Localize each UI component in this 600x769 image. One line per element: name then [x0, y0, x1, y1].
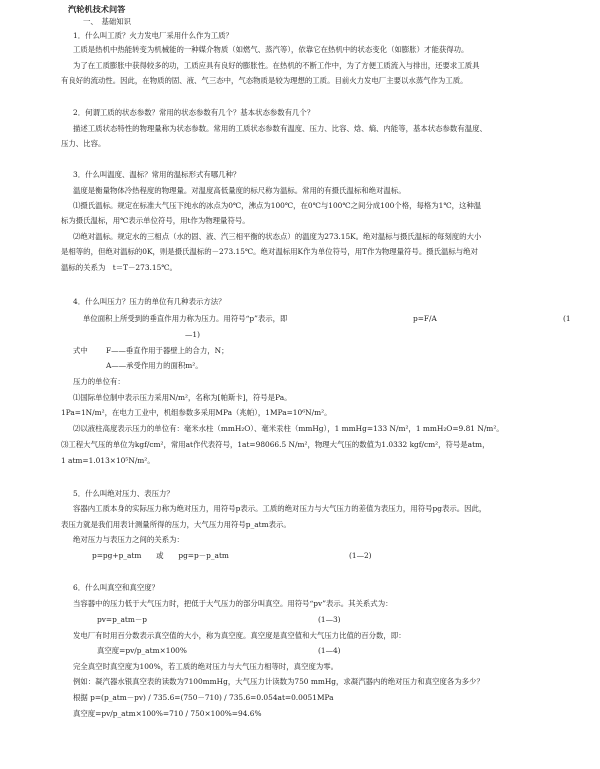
units-intro: 压力的单位有： — [73, 377, 125, 386]
q5-paragraph-1b: 表压力就是我们用表计测量所得的压力，大气压力用符号p_atm表示。 — [61, 520, 291, 529]
f-definition: F——垂直作用于器壁上的合力，N； — [106, 346, 229, 355]
q1-paragraph-2a: 为了在工质膨胀中获得较多的功，工质应具有良好的膨胀性。在热机的不断工作中，为了方便工质流入与排出，还要求工质具 — [73, 61, 480, 70]
q2-paragraph-1b: 压力、比容。 — [61, 139, 106, 148]
pressure-formula: p=F/A — [413, 314, 437, 323]
q5-equation-number: (1—2) — [349, 551, 372, 560]
q3-paragraph-2b: 标为摄氏温标，用℃表示单位符号，用t作为物理量符号。 — [61, 216, 250, 225]
q6-solution-1: 根据 p=(p_atm－pv) / 735.6=(750－710) / 735.6=0.054at=0.0051MPa — [73, 693, 334, 702]
question-6: 6．什么叫真空和真空度？ — [73, 583, 160, 592]
q3-paragraph-3b: 是相等的，但绝对温标的0K，则是摄氏温标的－273.15℃。绝对温标用K作为单位符号，用T作为物理量符号。摄氏温标与绝对 — [61, 247, 478, 256]
unit-item-3a: ⑶工程大气压的单位为kgf/cm²，常用at作代表符号，1at=98066.5 N/m²，物理大气压的数值为1.0332 kgf/cm²，符号是atm， — [61, 440, 490, 449]
q5-formula: p=pg+p_atm 或 pg=p－p_atm — [92, 551, 229, 560]
q6-paragraph-2: 发电厂有时用百分数表示真空值的大小，称为真空度。真空度是真空值和大气压力比值的百分数，即： — [73, 631, 406, 640]
unit-item-3b: 1 atm=1.013×10⁵N/m²。 — [61, 456, 155, 465]
question-4: 4．什么叫压力？压力的单位有几种表示方法？ — [73, 297, 226, 306]
q1-paragraph-2b: 有良好的流动性。因此，在物质的固、液、气三态中，气态物质是较为理想的工质。目前火力发电厂主要以水蒸气作为工质。 — [61, 76, 468, 85]
q5-paragraph-1a: 容器内工质本身的实际压力称为绝对压力，用符号p表示。工质的绝对压力与大气压力的差值为表压力，用符号pg表示。因此， — [73, 504, 487, 513]
q2-paragraph-1a: 描述工质状态特性的物理量称为状态参数。常用的工质状态参数有温度、压力、比容、焓、熵、内能等，基本状态参数有温度、 — [73, 124, 487, 133]
q3-paragraph-3a: ⑵绝对温标。规定水的三相点（水的固、液、汽三相平衡的状态点）的温度为273.15K。绝对温标与摄氏温标的每刻度的大小 — [73, 232, 482, 241]
q3-paragraph-1: 温度是衡量物体冷热程度的物理量。对温度高低量度的标尺称为温标。常用的有摄氏温标和绝对温标。 — [73, 186, 406, 195]
equation-number-open: (1 — [563, 314, 571, 323]
unit-item-1b: 1Pa=1N/m²，在电力工业中，机组参数多采用MPa（兆帕），1MPa=10⁶N/m²。 — [61, 408, 332, 417]
q6-paragraph-3: 完全真空时真空度为100%，若工质的绝对压力与大气压力相等时，真空度为零。 — [73, 662, 339, 671]
question-2: 2．何谓工质的状态参数？常用的状态参数有几个？基本状态参数有几个？ — [73, 108, 315, 117]
where-label: 式中 — [73, 346, 88, 355]
question-3: 3．什么叫温度、温标？常用的温标形式有哪几种？ — [73, 170, 241, 179]
equation-number-close: —1) — [185, 330, 200, 339]
q6-solution-2: 真空度=pv/p_atm×100%=710 / 750×100%=94.6% — [73, 709, 262, 718]
q4-paragraph-1: 单位面积上所受到的垂直作用力称为压力。用符号“p”表示，即 — [83, 314, 288, 323]
a-definition: A——承受作用力的面积m²。 — [106, 361, 203, 370]
q6-formula-1: pv=p_atm－p — [97, 615, 148, 624]
unit-item-2: ⑵以液柱高度表示压力的单位有：毫米水柱（mmH₂O）、毫米汞柱（mmHg），1 mmHg=133 N/m²，1 mmH₂O=9.81 N/m²。 — [73, 424, 504, 433]
section-heading: 一、 基础知识 — [83, 17, 132, 26]
unit-item-1: ⑴国际单位制中表示压力采用N/m²，名称为[帕斯卡]，符号是Pa。 — [73, 393, 292, 402]
q6-paragraph-1: 当容器中的压力低于大气压力时，把低于大气压力的部分叫真空。用符号“pv”表示。其关系式为： — [73, 599, 393, 608]
q6-formula-2: 真空度=pv/p_atm×100% — [97, 646, 187, 655]
q6-example: 例如：凝汽器水银真空表的读数为7100mmHg，大气压力计读数为750 mmHg，求凝汽器内的绝对压力和真空度各为多少？ — [73, 677, 484, 686]
q6-equation-number-1: (1—3) — [318, 615, 341, 624]
question-5: 5．什么叫绝对压力、表压力？ — [73, 489, 174, 498]
q3-paragraph-3c: 温标的关系为 t＝T－273.15℃。 — [61, 263, 177, 272]
document-title: 汽轮机技术问答 — [68, 4, 126, 14]
q1-paragraph-1: 工质是热机中热能转变为机械能的一种媒介物质（如燃气、蒸汽等），依靠它在热机中的状态变化（如膨胀）才能获得功。 — [73, 45, 469, 54]
q5-paragraph-2: 绝对压力与表压力之间的关系为： — [73, 535, 184, 544]
q3-paragraph-2a: ⑴摄氏温标。规定在标准大气压下纯水的冰点为0℃，沸点为100℃，在0℃与100℃之间分成100个格，每格为1℃，这种温 — [73, 201, 482, 210]
question-1: 1．什么叫工质？火力发电厂采用什么作为工质？ — [73, 31, 233, 40]
q6-equation-number-2: (1—4) — [318, 646, 341, 655]
